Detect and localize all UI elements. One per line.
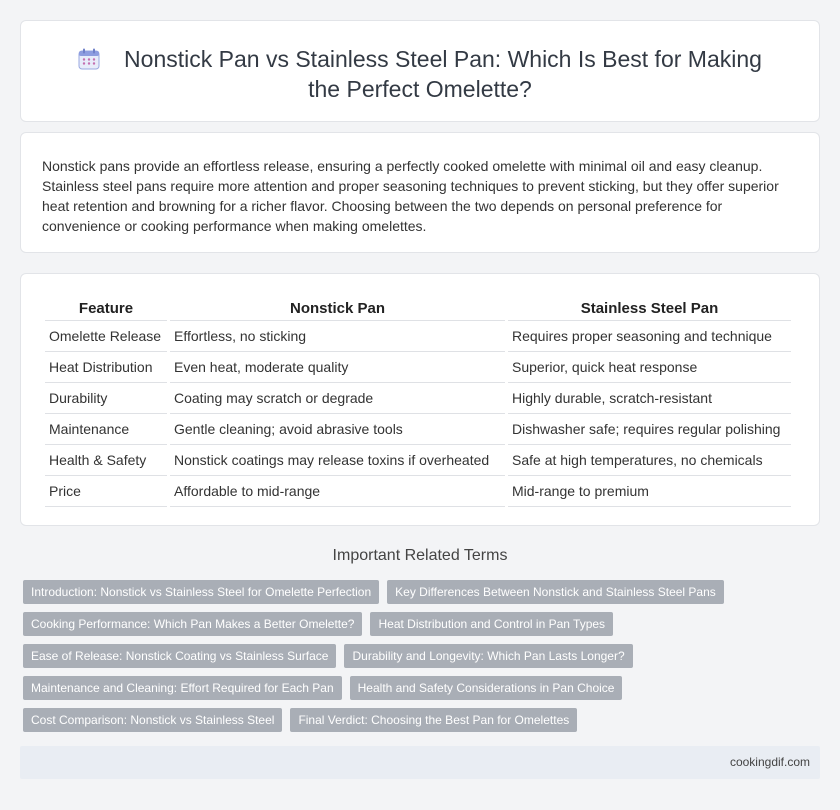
table-cell: Durability xyxy=(45,383,167,414)
related-terms-list xyxy=(23,580,783,740)
related-term-tag[interactable]: Durability and Longevity: Which Pan Lasts Longer? xyxy=(344,644,632,668)
footer-site-link[interactable]: cookingdif.com xyxy=(729,755,810,769)
table-cell: Health & Safety xyxy=(45,445,167,476)
table-cell: Coating may scratch or degrade xyxy=(170,383,505,414)
table-cell: Gentle cleaning; avoid abrasive tools xyxy=(170,414,505,445)
comparison-card xyxy=(20,273,820,526)
related-term-tag[interactable]: Maintenance and Cleaning: Effort Required for Each Pan xyxy=(23,676,342,700)
table-row xyxy=(45,414,791,445)
intro-paragraph: Nonstick pans provide an effortless release, ensuring a perfectly cooked omelette with minimal oil and easy cleanup. Stainless steel pans require more attention and proper seasoning techniques to prevent sticking, but they offer superior heat retention and browning for a richer flavor. Choosing between the two depends on personal preference for convenience or cooking performance when making omelettes. xyxy=(42,158,779,234)
table-cell: Heat Distribution xyxy=(45,352,167,383)
table-header-row xyxy=(45,297,791,321)
table-cell: Affordable to mid-range xyxy=(170,476,505,507)
tag-row xyxy=(23,580,783,604)
column-header: Stainless Steel Pan xyxy=(508,297,791,321)
table-cell: Requires proper seasoning and technique xyxy=(508,321,791,352)
page-title: Nonstick Pan vs Stainless Steel Pan: Which Is Best for Making the Perfect Omelette? xyxy=(124,46,762,102)
table-row xyxy=(45,321,791,352)
related-term-tag[interactable]: Health and Safety Considerations in Pan Choice xyxy=(350,676,623,700)
table-cell: Price xyxy=(45,476,167,507)
table-row xyxy=(45,383,791,414)
tag-row xyxy=(23,676,783,700)
table-cell: Effortless, no sticking xyxy=(170,321,505,352)
table-cell: Even heat, moderate quality xyxy=(170,352,505,383)
table-cell: Mid-range to premium xyxy=(508,476,791,507)
comparison-table xyxy=(42,297,794,507)
table-cell: Omelette Release xyxy=(45,321,167,352)
calendar-icon xyxy=(78,48,100,70)
tag-row xyxy=(23,644,783,668)
related-term-tag[interactable]: Final Verdict: Choosing the Best Pan for Omelettes xyxy=(290,708,577,732)
title-card xyxy=(20,20,820,122)
table-row xyxy=(45,352,791,383)
tag-row xyxy=(23,708,783,732)
tag-row xyxy=(23,612,783,636)
related-term-tag[interactable]: Introduction: Nonstick vs Stainless Steel for Omelette Perfection xyxy=(23,580,379,604)
table-cell: Maintenance xyxy=(45,414,167,445)
table-cell: Superior, quick heat response xyxy=(508,352,791,383)
table-row xyxy=(45,476,791,507)
related-term-tag[interactable]: Ease of Release: Nonstick Coating vs Stainless Surface xyxy=(23,644,336,668)
related-term-tag[interactable]: Cost Comparison: Nonstick vs Stainless Steel xyxy=(23,708,282,732)
page-title-wrap xyxy=(21,44,819,104)
related-term-tag[interactable]: Key Differences Between Nonstick and Stainless Steel Pans xyxy=(387,580,724,604)
column-header: Nonstick Pan xyxy=(170,297,505,321)
intro-card xyxy=(20,132,820,253)
table-cell: Highly durable, scratch-resistant xyxy=(508,383,791,414)
table-row xyxy=(45,445,791,476)
footer xyxy=(20,746,820,779)
table-cell: Safe at high temperatures, no chemicals xyxy=(508,445,791,476)
related-term-tag[interactable]: Cooking Performance: Which Pan Makes a Better Omelette? xyxy=(23,612,362,636)
related-term-tag[interactable]: Heat Distribution and Control in Pan Types xyxy=(370,612,613,636)
related-terms-heading: Important Related Terms xyxy=(332,547,508,564)
table-cell: Nonstick coatings may release toxins if overheated xyxy=(170,445,505,476)
column-header: Feature xyxy=(45,297,167,321)
table-cell: Dishwasher safe; requires regular polishing xyxy=(508,414,791,445)
